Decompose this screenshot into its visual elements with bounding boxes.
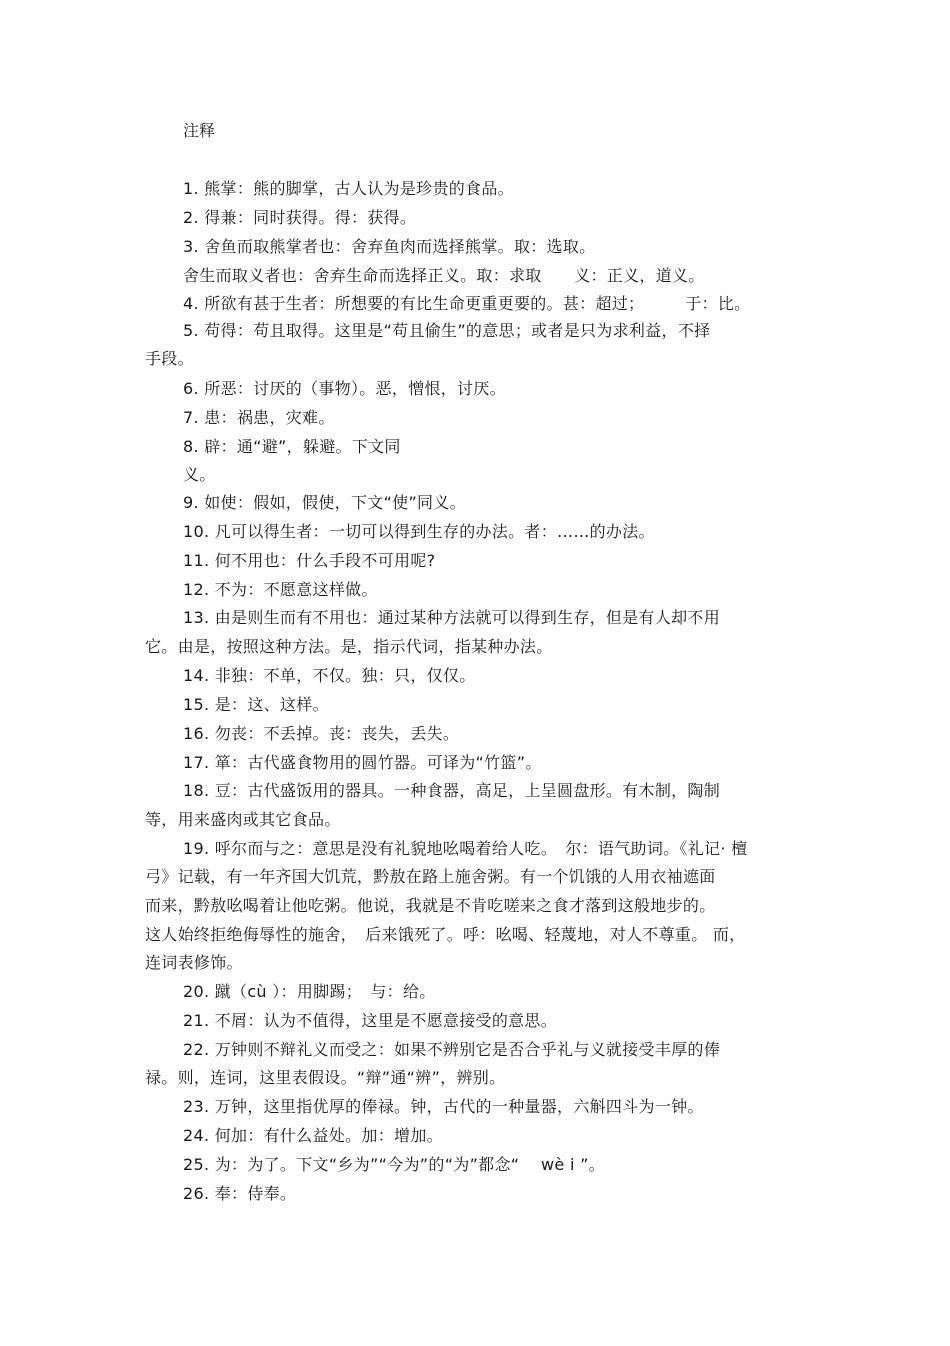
note-20: 20. 蹴（cù ）：用脚踢； 与：给。 (183, 982, 436, 1001)
note-8-cont: 义。 (183, 465, 216, 484)
note-2: 2. 得兼：同时获得。得：获得。 (183, 208, 417, 227)
note-3: 3. 舍鱼而取熊掌者也：舍弃鱼肉而选择熊掌。取：选取。 (183, 237, 596, 256)
note-21: 21. 不屑：认为不值得，这里是不愿意接受的意思。 (183, 1011, 558, 1030)
note-15: 15. 是：这、这样。 (183, 695, 329, 714)
note-6: 6. 所恶：讨厌的（事物）。恶，憎恨，讨厌。 (183, 379, 506, 398)
note-7: 7. 患：祸患，灾难。 (183, 408, 335, 427)
note-17: 17. 箪：古代盛食物用的圆竹器。可译为“竹篮”。 (183, 753, 542, 772)
note-16: 16. 勿丧：不丢掉。丧：丧失，丢失。 (183, 724, 460, 743)
note-9: 9. 如使：假如，假使，下文“使”同义。 (183, 493, 466, 512)
note-3-cont: 舍生而取义者也：舍弃生命而选择正义。取：求取 义：正义，道义。 (183, 266, 705, 285)
note-25: 25. 为：为了。下文“乡为”“今为”的“为”都念“ wè i ”。 (183, 1155, 605, 1174)
note-11: 11. 何不用也：什么手段不可用呢? (183, 551, 436, 570)
note-18-cont: 等，用来盛肉或其它食品。 (145, 810, 341, 829)
note-26: 26. 奉：侍奉。 (183, 1184, 297, 1203)
note-13-cont: 它。由是，按照这种方法。是，指示代词，指某种办法。 (145, 637, 553, 656)
note-10: 10. 凡可以得生者：一切可以得到生存的办法。者：……的办法。 (183, 522, 655, 541)
note-13: 13. 由是则生而有不用也：通过某种方法就可以得到生存，但是有人却不用 (183, 608, 721, 627)
note-22-cont: 禄。则，连词，这里表假设。“辩”通“辨”，辨别。 (145, 1068, 506, 1087)
note-22: 22. 万钟则不辩礼义而受之：如果不辨别它是否合乎礼与义就接受丰厚的俸 (183, 1040, 721, 1059)
note-19-cont-4: 连词表修饰。 (145, 953, 243, 972)
note-18: 18. 豆：古代盛饭用的器具。一种食器，高足，上呈圆盘形。有木制，陶制 (183, 781, 721, 800)
note-19-cont-3: 这人始终拒绝侮辱性的施舍， 后来饿死了。呼：吆喝、轻蔑地，对人不尊重。 而， (145, 925, 746, 944)
note-5: 5. 苟得：苟且取得。这里是“苟且偷生”的意思；或者是只为求利益，不择 (183, 321, 711, 340)
note-5-cont: 手段。 (145, 349, 194, 368)
note-12: 12. 不为：不愿意这样做。 (183, 580, 378, 599)
note-8: 8. 辟：通“避”，躲避。下文同 (183, 437, 401, 456)
note-23: 23. 万钟，这里指优厚的俸禄。钟，古代的一种量器，六斛四斗为一钟。 (183, 1097, 704, 1116)
note-19-cont-1: 弓》记载，有一年齐国大饥荒，黔敖在路上施舍粥。有一个饥饿的人用衣袖遮面 (145, 867, 716, 886)
note-4: 4. 所欲有甚于生者：所想要的有比生命更重更要的。甚：超过； 于：比。 (183, 294, 751, 313)
note-14: 14. 非独：不单，不仅。独：只，仅仅。 (183, 666, 476, 685)
note-24: 24. 何加：有什么益处。加：增加。 (183, 1126, 443, 1145)
note-19-cont-2: 而来，黔敖吆喝着让他吃粥。他说，我就是不肯吃嗟来之食才落到这般地步的。 (145, 896, 716, 915)
note-19: 19. 呼尔而与之：意思是没有礼貌地吆喝着给人吃。 尔：语气助词。《礼记· 檀 (183, 839, 748, 858)
page-title: 注释 (183, 121, 216, 140)
note-1: 1. 熊掌：熊的脚掌，古人认为是珍贵的食品。 (183, 179, 514, 198)
